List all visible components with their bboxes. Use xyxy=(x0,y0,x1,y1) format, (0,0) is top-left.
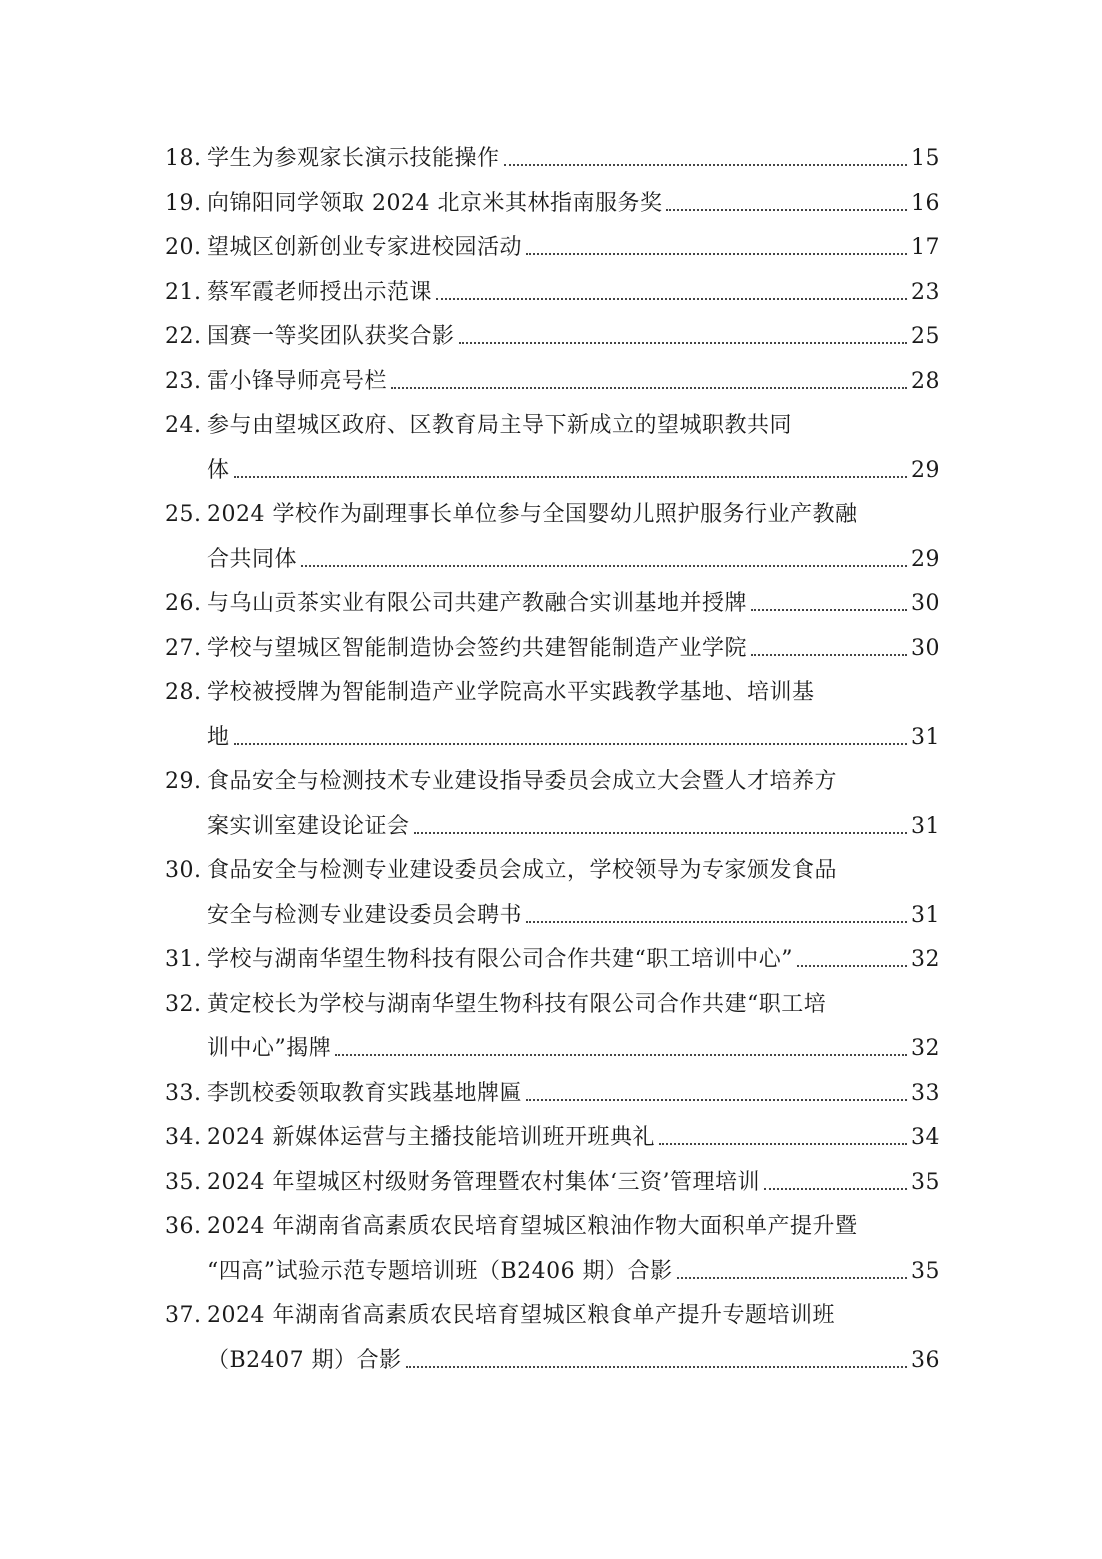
toc-entry-last-line xyxy=(165,894,940,939)
toc-entry-number: 28. xyxy=(165,680,202,705)
toc-entry-number: 32. xyxy=(165,991,202,1017)
dot-leader xyxy=(391,387,907,389)
toc-entry-number: 21. xyxy=(165,279,202,305)
toc-entry-last-line xyxy=(165,582,940,627)
toc-entry-title: 与乌山贡茶实业有限公司共建产教融合实训基地并授牌 xyxy=(207,591,748,616)
toc-entry[interactable] xyxy=(165,1205,940,1294)
dot-leader xyxy=(751,609,907,611)
toc-entry-title: 李凯校委领取教育实践基地牌匾 xyxy=(207,1080,523,1106)
dot-leader xyxy=(504,164,907,166)
toc-page-number: 29 xyxy=(911,457,940,483)
dot-leader xyxy=(526,921,907,923)
toc-entry-number: 30. xyxy=(165,858,202,883)
toc-entry-title: 合共同体 xyxy=(207,546,298,572)
toc-entry-last-line xyxy=(165,1250,940,1295)
toc-entry-title: （B2407 期）合影 xyxy=(207,1347,402,1373)
toc-entry[interactable] xyxy=(165,1116,940,1161)
toc-entry[interactable] xyxy=(165,360,940,405)
toc-entry-title: 参与由望城区政府、区教育局主导下新成立的望城职教共同 xyxy=(207,413,793,438)
toc-entry-number: 37. xyxy=(165,1303,202,1328)
toc-page-number: 16 xyxy=(911,190,940,216)
toc-entry-number: 18. xyxy=(165,146,202,171)
toc-entry-number: 33. xyxy=(165,1080,202,1106)
dot-leader xyxy=(414,832,907,834)
toc-entry-number: 31. xyxy=(165,947,202,972)
dot-leader xyxy=(335,1054,907,1056)
toc-entry-last-line xyxy=(165,271,940,316)
toc-entry[interactable] xyxy=(165,226,940,271)
toc-entry-last-line xyxy=(165,938,940,983)
toc-entry[interactable] xyxy=(165,938,940,983)
toc-page-number: 32 xyxy=(911,1036,940,1061)
toc-page-number: 36 xyxy=(911,1347,940,1373)
toc-page-number: 31 xyxy=(911,902,940,928)
dot-leader xyxy=(751,654,907,656)
toc-entry[interactable] xyxy=(165,315,940,360)
toc-entry[interactable] xyxy=(165,404,940,493)
toc-page-number: 35 xyxy=(911,1169,940,1195)
toc-entry-last-line xyxy=(165,449,940,494)
dot-leader xyxy=(797,965,907,967)
toc-entry-title-line xyxy=(165,1294,940,1339)
toc-entry-number: 23. xyxy=(165,368,202,394)
toc-entry-number: 29. xyxy=(165,769,202,794)
toc-page-number: 23 xyxy=(911,279,940,305)
toc-entry-title: 2024 年湖南省高素质农民培育望城区粮油作物大面积单产提升暨 xyxy=(207,1214,858,1239)
toc-entry-title: 望城区创新创业专家进校园活动 xyxy=(207,235,523,260)
toc-page-number: 17 xyxy=(911,235,940,260)
toc-page-number: 28 xyxy=(911,368,940,394)
dot-leader xyxy=(301,565,907,567)
toc-entry[interactable] xyxy=(165,582,940,627)
toc-entry-last-line xyxy=(165,315,940,360)
toc-entry-last-line xyxy=(165,1072,940,1117)
dot-leader xyxy=(677,1277,907,1279)
toc-entry-last-line xyxy=(165,805,940,850)
toc-page-number: 30 xyxy=(911,591,940,616)
toc-entry-title: 2024 新媒体运营与主播技能培训班开班典礼 xyxy=(207,1125,655,1150)
toc-entry[interactable] xyxy=(165,1072,940,1117)
toc-entry-last-line xyxy=(165,137,940,182)
toc-entry-last-line xyxy=(165,1161,940,1206)
toc-entry-number: 22. xyxy=(165,324,202,349)
toc-entry-number: 19. xyxy=(165,190,202,216)
toc-entry[interactable] xyxy=(165,271,940,316)
toc-entry-title: 食品安全与检测专业建设委员会成立，学校领导为专家颁发食品 xyxy=(207,858,838,883)
toc-entry-number: 26. xyxy=(165,591,202,616)
dot-leader xyxy=(234,743,907,745)
toc-entry-number: 25. xyxy=(165,502,202,527)
dot-leader xyxy=(526,253,907,255)
toc-page-number: 29 xyxy=(911,546,940,572)
toc-entry-title: 训中心”揭牌 xyxy=(207,1036,332,1061)
toc-entry[interactable] xyxy=(165,983,940,1072)
toc-entry[interactable] xyxy=(165,493,940,582)
toc-entry-title: 食品安全与检测技术专业建设指导委员会成立大会暨人才培养方 xyxy=(207,769,838,794)
toc-entry-title: 2024 学校作为副理事长单位参与全国婴幼儿照护服务行业产教融 xyxy=(207,502,858,527)
toc-entry-title: “四高”试验示范专题培训班（B2406 期）合影 xyxy=(207,1258,673,1284)
toc-entry[interactable] xyxy=(165,137,940,182)
dot-leader xyxy=(526,1099,907,1101)
toc-entry-title: 2024 年望城区村级财务管理暨农村集体‘三资’管理培训 xyxy=(207,1169,760,1195)
toc-entry-title: 蔡军霞老师授出示范课 xyxy=(207,279,433,305)
toc-page-number: 30 xyxy=(911,635,940,661)
toc-entry-number: 27. xyxy=(165,635,202,661)
dot-leader xyxy=(406,1366,907,1368)
toc-entry-last-line xyxy=(165,1339,940,1384)
toc-entry-title: 案实训室建设论证会 xyxy=(207,813,410,839)
toc-entry-last-line xyxy=(165,360,940,405)
toc-entry-title: 体 xyxy=(207,457,230,483)
toc-page-number: 25 xyxy=(911,324,940,349)
toc-page-number: 34 xyxy=(911,1125,940,1150)
toc-entry-number: 34. xyxy=(165,1125,202,1150)
toc-entry-title: 2024 年湖南省高素质农民培育望城区粮食单产提升专题培训班 xyxy=(207,1303,835,1328)
toc-entry-title-line xyxy=(165,1205,940,1250)
toc-entry[interactable] xyxy=(165,182,940,227)
toc-entry-title: 雷小锋导师亮号栏 xyxy=(207,368,388,394)
toc-entry-last-line xyxy=(165,1116,940,1161)
toc-entry[interactable] xyxy=(165,671,940,760)
dot-leader xyxy=(234,476,907,478)
toc-entry-title-line xyxy=(165,849,940,894)
toc-entry-title-line xyxy=(165,493,940,538)
dot-leader xyxy=(764,1188,907,1190)
toc-entry-title-line xyxy=(165,760,940,805)
toc-entry-title: 学校与湖南华望生物科技有限公司合作共建“职工培训中心” xyxy=(207,947,793,972)
toc-entry-title: 学校与望城区智能制造协会签约共建智能制造产业学院 xyxy=(207,635,748,661)
toc-entry[interactable] xyxy=(165,1161,940,1206)
toc-entry-title: 学生为参观家长演示技能操作 xyxy=(207,146,500,171)
toc-page-number: 31 xyxy=(911,724,940,750)
toc-page-number: 31 xyxy=(911,813,940,839)
table-of-contents xyxy=(165,137,940,1383)
toc-entry-last-line xyxy=(165,182,940,227)
toc-page-number: 32 xyxy=(911,947,940,972)
toc-entry-last-line xyxy=(165,627,940,672)
dot-leader xyxy=(459,342,907,344)
toc-entry-number: 36. xyxy=(165,1214,202,1239)
toc-entry[interactable] xyxy=(165,627,940,672)
toc-entry-last-line xyxy=(165,1027,940,1072)
toc-entry-last-line xyxy=(165,716,940,761)
toc-entry-number: 35. xyxy=(165,1169,202,1195)
toc-entry[interactable] xyxy=(165,849,940,938)
toc-entry-last-line xyxy=(165,538,940,583)
toc-page-number: 15 xyxy=(911,146,940,171)
toc-entry-title-line xyxy=(165,983,940,1028)
toc-entry-title: 地 xyxy=(207,724,230,750)
toc-entry-title: 国赛一等奖团队获奖合影 xyxy=(207,324,455,349)
toc-entry-number: 20. xyxy=(165,235,202,260)
dot-leader xyxy=(436,298,907,300)
dot-leader xyxy=(659,1143,907,1145)
toc-page-number: 33 xyxy=(911,1080,940,1106)
toc-entry-title: 安全与检测专业建设委员会聘书 xyxy=(207,902,523,928)
toc-entry[interactable] xyxy=(165,1294,940,1383)
dot-leader xyxy=(666,209,907,211)
toc-entry-last-line xyxy=(165,226,940,271)
toc-entry[interactable] xyxy=(165,760,940,849)
toc-page-number: 35 xyxy=(911,1258,940,1284)
toc-entry-title-line xyxy=(165,404,940,449)
toc-entry-number: 24. xyxy=(165,413,202,438)
toc-entry-title: 学校被授牌为智能制造产业学院高水平实践教学基地、培训基 xyxy=(207,680,815,705)
toc-entry-title: 向锦阳同学领取 2024 北京米其林指南服务奖 xyxy=(207,190,663,216)
toc-entry-title-line xyxy=(165,671,940,716)
toc-entry-title: 黄定校长为学校与湖南华望生物科技有限公司合作共建“职工培 xyxy=(207,991,827,1017)
